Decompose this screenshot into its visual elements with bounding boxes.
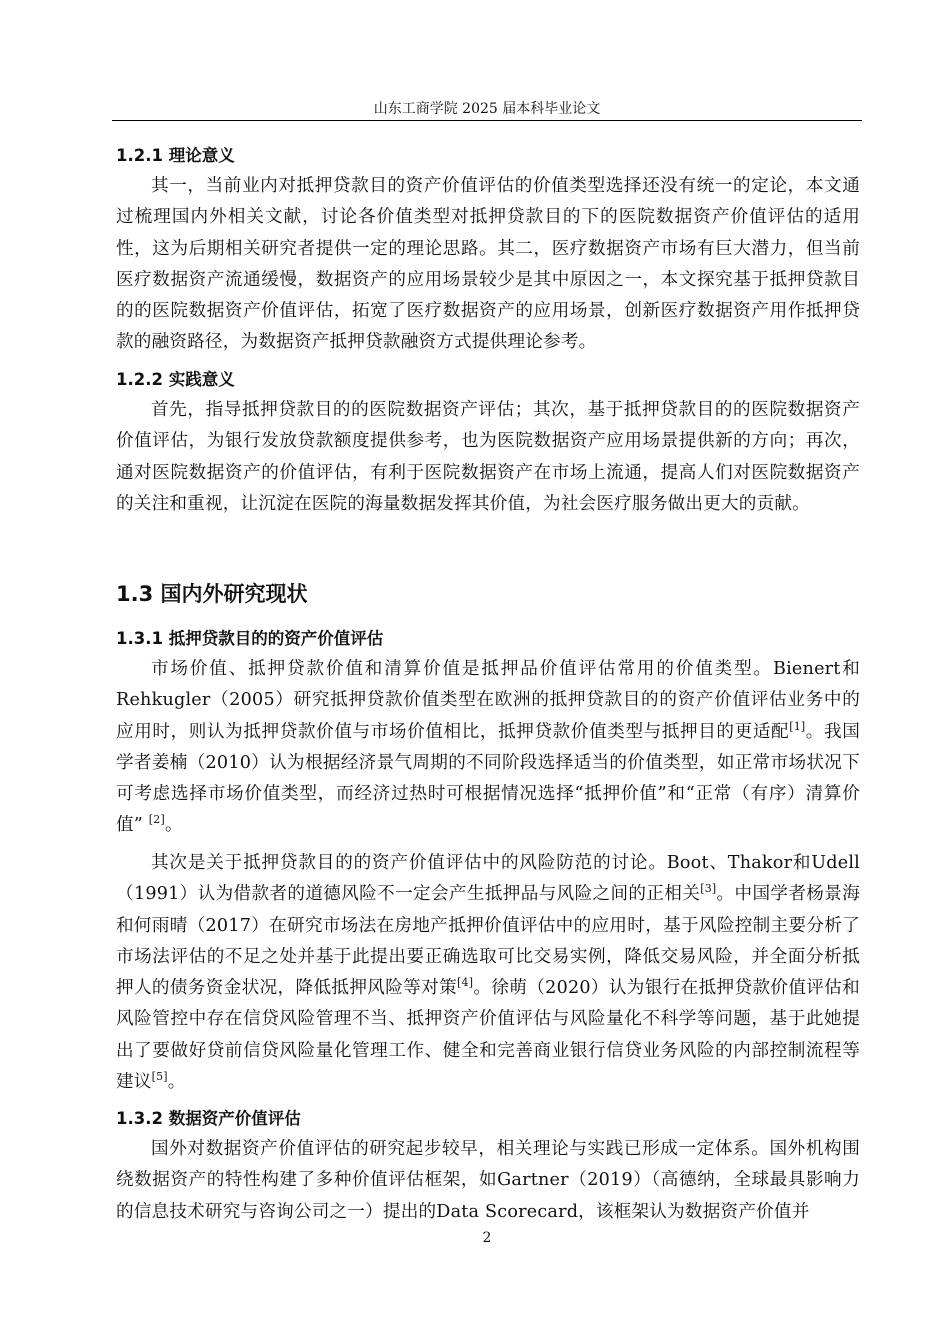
citation-1: [1] <box>789 719 806 733</box>
header-rule <box>112 120 862 121</box>
paragraph-data-asset-valuation: 国外对数据资产价值评估的研究起步较早，相关理论与实践已形成一定体系。国外机构围绕数据资产的特性构建了多种价值评估框架，如Gartner（2019）（高德纳，全球最具影响力的信息技术研究与咨询公司之一）提出的Data Scorecard，该框架认为数据资产价值并 <box>116 1139 860 1222</box>
citation-3: [3] <box>700 882 717 896</box>
heading-1-3: 1.3 国内外研究现状 <box>116 582 308 606</box>
paragraph-risk-prevention <box>116 848 860 1098</box>
text-run: 其次是关于抵押贷款目的的资产价值评估中的风险防范的讨论。Boot、Thakor和Udell（1991）认为借款者的道德风险不一定会产生抵押品与风险之间的正相关 <box>116 853 860 905</box>
citation-2: [2] <box>148 813 165 827</box>
paragraph-theoretical-significance: 其一，当前业内对抵押贷款目的资产价值评估的价值类型选择还没有统一的定论，本文通过梳理国内外相关文献，讨论各价值类型对抵押贷款目的下的医院数据资产价值评估的适用性，这为后期相关研究者提供一定的理论思路。其二，医疗数据资产市场有巨大潜力，但当前医疗数据资产流通缓慢，数据资产的应用场景较少是其中原因之一，本文探究基于抵押贷款目的的医院数据资产价值评估，拓宽了医疗数据资产的应用场景，创新医疗数据资产用作抵押贷款的融资路径，为数据资产抵押贷款融资方式提供理论参考。 <box>116 176 860 353</box>
page-number: 2 <box>482 1230 492 1246</box>
text-run: 。我国学者姜楠（2010）认为根据经济景气周期的不同阶段选择适当的价值类型，如正常市场状况下可考虑选择市场价值类型，而经济过热时可根据情况选择“抵押价值”和“正常（有序）清算价值” <box>116 721 860 836</box>
heading-1-2-1: 1.2.1 理论意义 <box>116 146 235 165</box>
text-run: 。中国学者杨景海和何雨晴（2017）在研究市场法在房地产抵押价值评估中的应用时，基于风险控制主要分析了市场法评估的不足之处并基于此提出要正确选取可比交易实例，降低交易风险，并全面分析抵押人的债务资金状况，降低抵押风险等对策 <box>116 884 861 999</box>
page-header: 山东工商学院 2025 届本科毕业论文 <box>373 101 601 117</box>
text-run: 市场价值、抵押贷款价值和清算价值是抵押品价值评估常用的价值类型。Bienert和Rehkugler（2005）研究抵押贷款价值类型在欧洲的抵押贷款目的的资产价值评估业务中的应用时，则认为抵押贷款价值与市场价值相比，抵押贷款价值类型与抵押目的更适配 <box>116 659 860 742</box>
paragraph-practical-significance: 首先，指导抵押贷款目的的医院数据资产评估；其次，基于抵押贷款目的的医院数据资产价值评估，为银行发放贷款额度提供参考，也为医院数据资产应用场景提供新的方向；再次，通对医院数据资产的价值评估，有利于医院数据资产在市场上流通，提高人们对医院数据资产的关注和重视，让沉淀在医院的海量数据发挥其价值，为社会医疗服务做出更大的贡献。 <box>116 400 860 514</box>
paragraph-mortgage-value-types <box>116 654 860 842</box>
text-run: 。徐萌（2020）认为银行在抵押贷款价值评估和风险管控中存在信贷风险管理不当、抵押资产价值评估与风险量化不科学等问题，基于此她提出了要做好贷前信贷风险量化管理工作、健全和完善商业银行信贷业务风险的内部控制流程等建议 <box>116 978 860 1093</box>
citation-4: [4] <box>457 976 474 990</box>
text-run: 。 <box>167 1072 186 1093</box>
heading-1-3-2: 1.3.2 数据资产价值评估 <box>116 1109 301 1128</box>
heading-1-2-2: 1.2.2 实践意义 <box>116 370 235 389</box>
citation-5: [5] <box>151 1070 168 1084</box>
heading-1-3-1: 1.3.1 抵押贷款目的的资产价值评估 <box>116 629 384 648</box>
text-run: 。 <box>164 815 183 836</box>
